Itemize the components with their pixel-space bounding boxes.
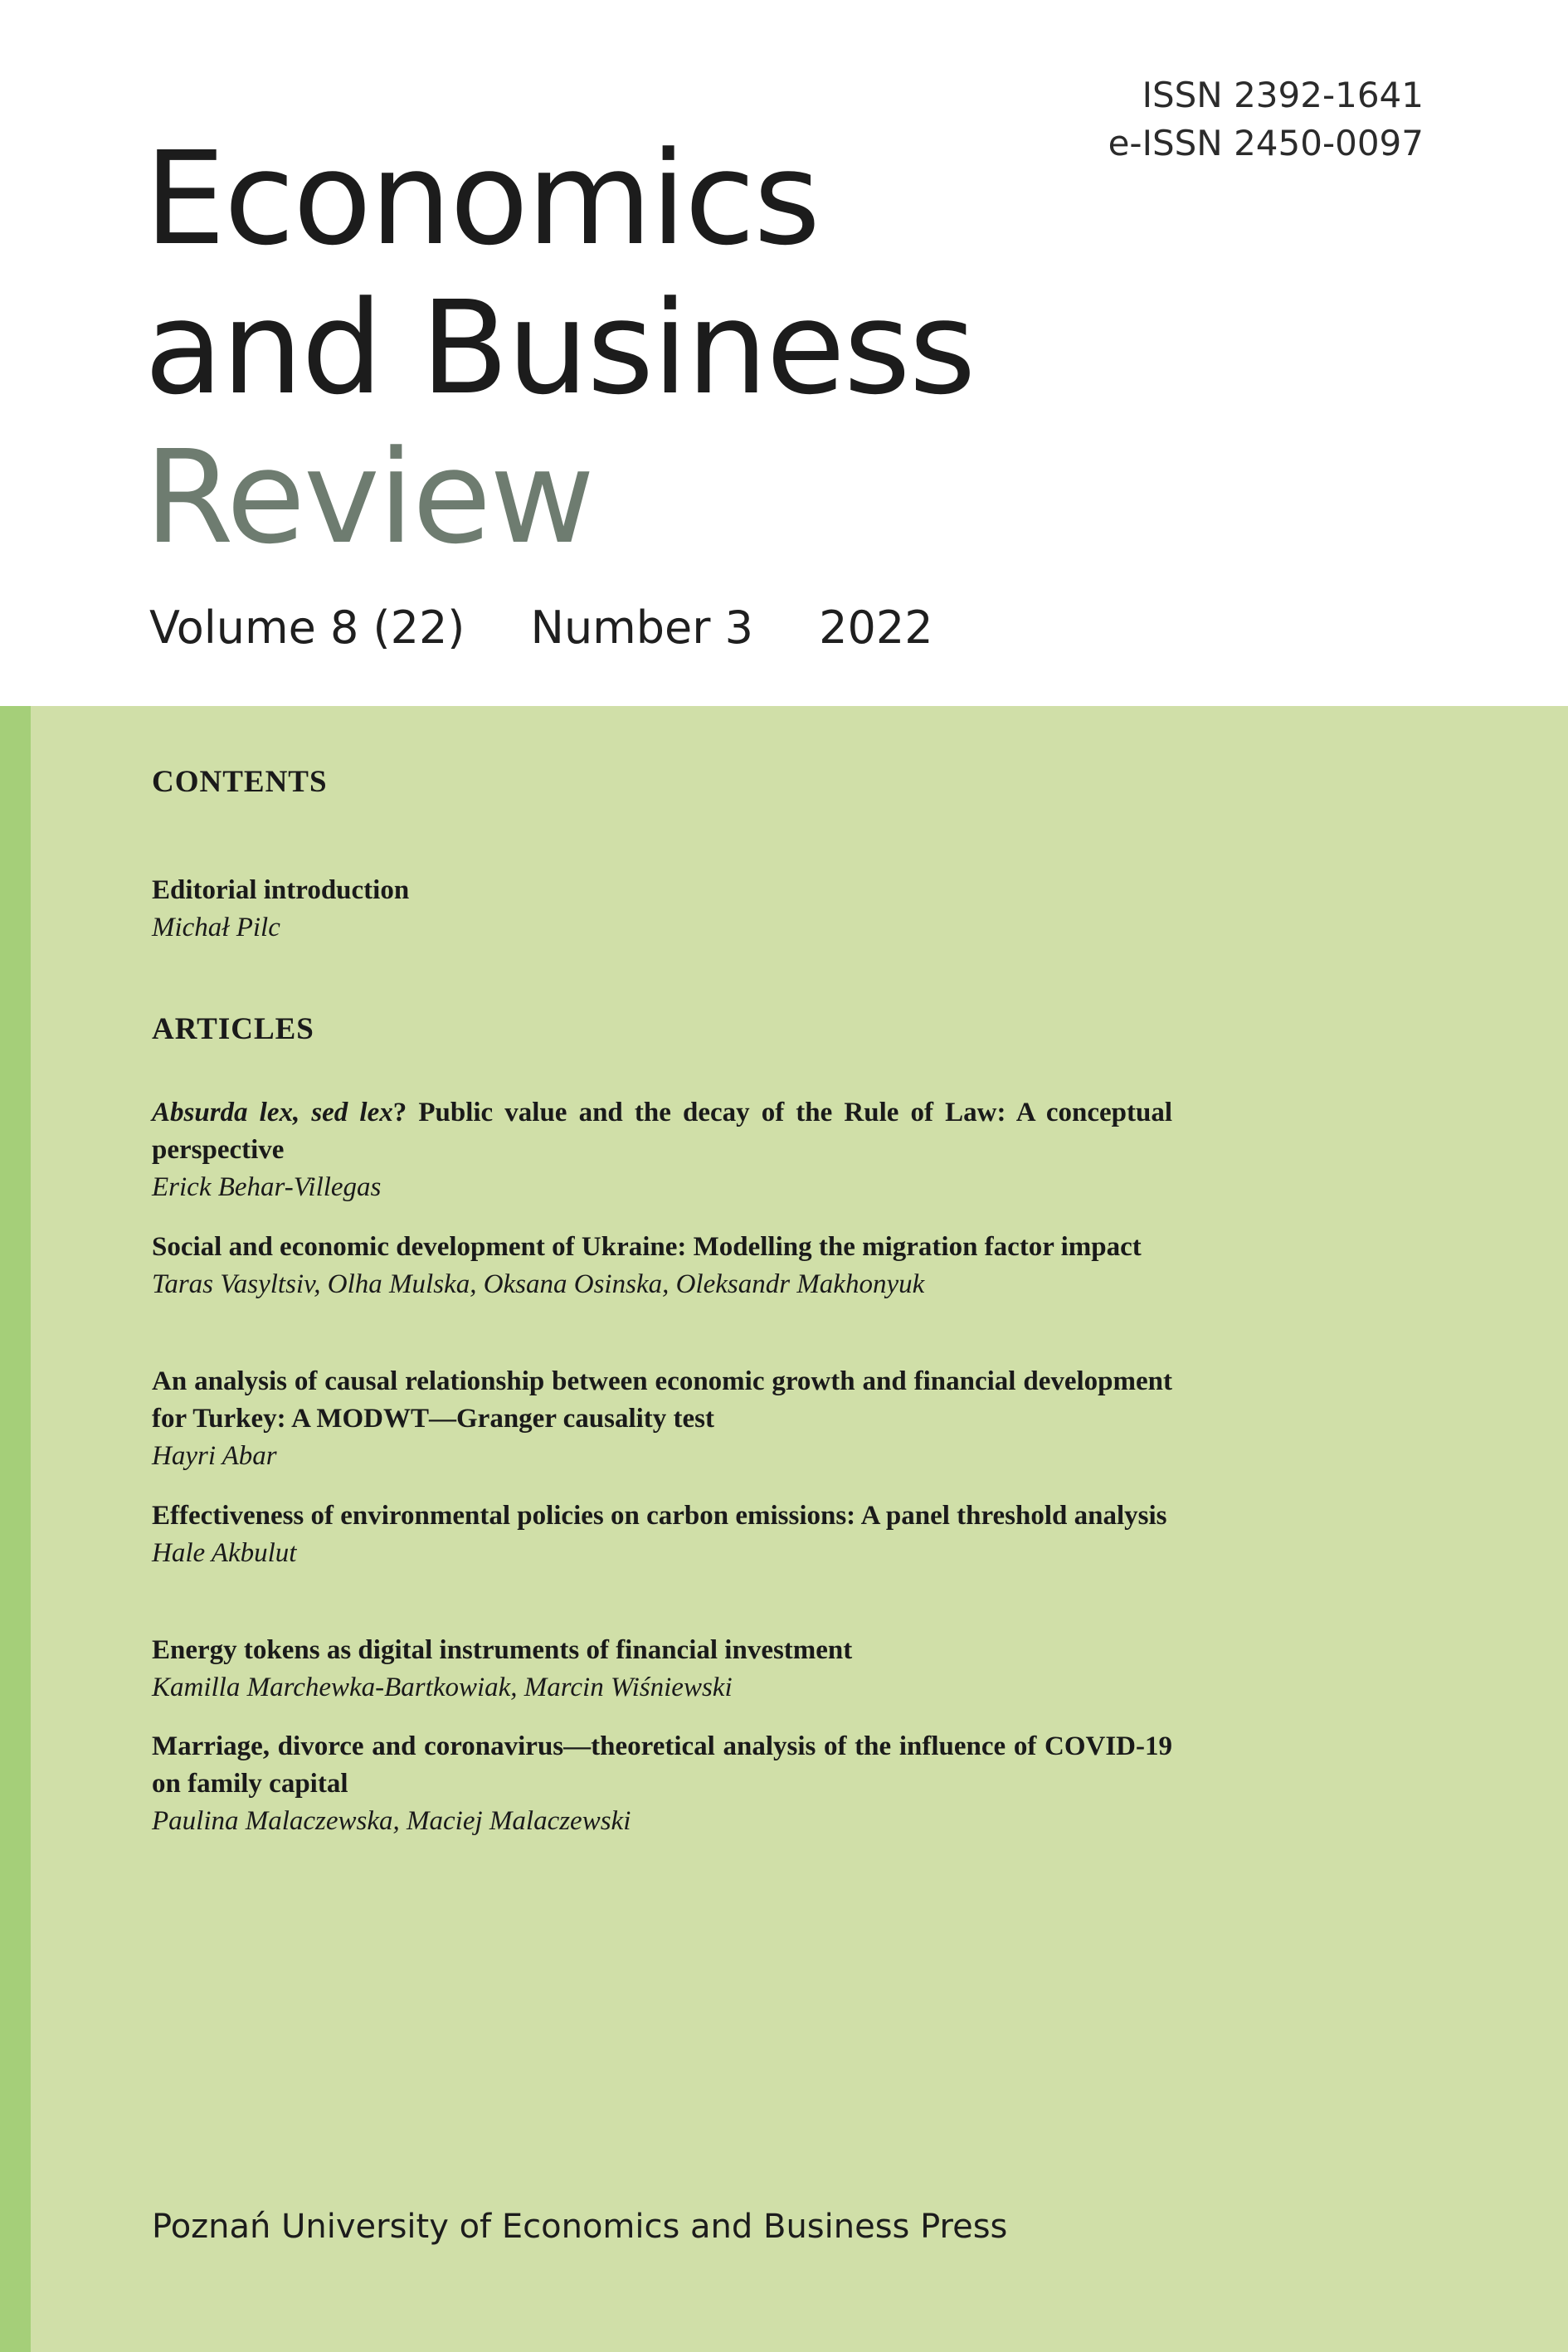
issue-info (149, 601, 933, 654)
article-title: Social and economic development of Ukraine: Modelling the migration factor impact (152, 1232, 1142, 1262)
article-entry[interactable] (152, 1728, 1172, 1840)
article-entry[interactable] (152, 1632, 1172, 1707)
article-title: An analysis of causal relationship between economic growth and financial development for Turkey: A MODWT—Granger causality test (152, 1366, 1172, 1434)
article-authors: Hale Akbulut (152, 1538, 297, 1568)
side-stripe (0, 706, 31, 2352)
article-authors: Hayri Abar (152, 1441, 277, 1471)
article-entry[interactable] (152, 1094, 1172, 1206)
articles-heading: ARTICLES (152, 1012, 314, 1046)
article-title: Energy tokens as digital instruments of financial investment (152, 1635, 853, 1665)
editorial-entry (152, 872, 1172, 947)
article-entry[interactable] (152, 1363, 1172, 1475)
article-title: Effectiveness of environmental policies on carbon emissions: A panel threshold analysis (152, 1501, 1167, 1531)
article-authors: Paulina Malaczewska, Maciej Malaczewski (152, 1806, 631, 1836)
editorial-title: Editorial introduction (152, 875, 410, 905)
issn-electronic: e-ISSN 2450-0097 (1108, 123, 1424, 163)
article-authors: Taras Vasyltsiv, Olha Mulska, Oksana Osinska, Oleksandr Makhonyuk (152, 1269, 925, 1299)
article-authors: Kamilla Marchewka-Bartkowiak, Marcin Wiśniewski (152, 1673, 733, 1702)
publisher-name: Poznań University of Economics and Business Press (152, 2208, 1008, 2246)
journal-title-line-3: Review (144, 422, 594, 572)
issn-print: ISSN 2392-1641 (1142, 75, 1424, 115)
issn-block (1108, 71, 1424, 168)
journal-title-line-2: and Business (144, 273, 975, 423)
journal-title-line-1: Economics (144, 124, 820, 274)
contents-heading: CONTENTS (152, 765, 328, 799)
article-authors: Erick Behar-Villegas (152, 1172, 382, 1202)
article-entry[interactable] (152, 1229, 1172, 1303)
article-title-italic: Absurda lex, sed lex (152, 1098, 393, 1127)
article-entry[interactable] (152, 1497, 1172, 1572)
journal-title (144, 124, 974, 572)
contents-band (0, 706, 1568, 2352)
year-label: 2022 (819, 601, 933, 654)
editorial-authors: Michał Pilc (152, 913, 280, 942)
volume-label: Volume 8 (22) (149, 601, 465, 654)
article-title-rest: ? Public value and the decay of the Rule of Law: A conceptual perspective (152, 1098, 1172, 1165)
number-label: Number 3 (530, 601, 753, 654)
cover-header (0, 0, 1568, 706)
article-title (152, 1094, 1172, 1169)
article-title: Marriage, divorce and coronavirus—theoretical analysis of the influence of COVID-19 on family capital (152, 1731, 1172, 1799)
